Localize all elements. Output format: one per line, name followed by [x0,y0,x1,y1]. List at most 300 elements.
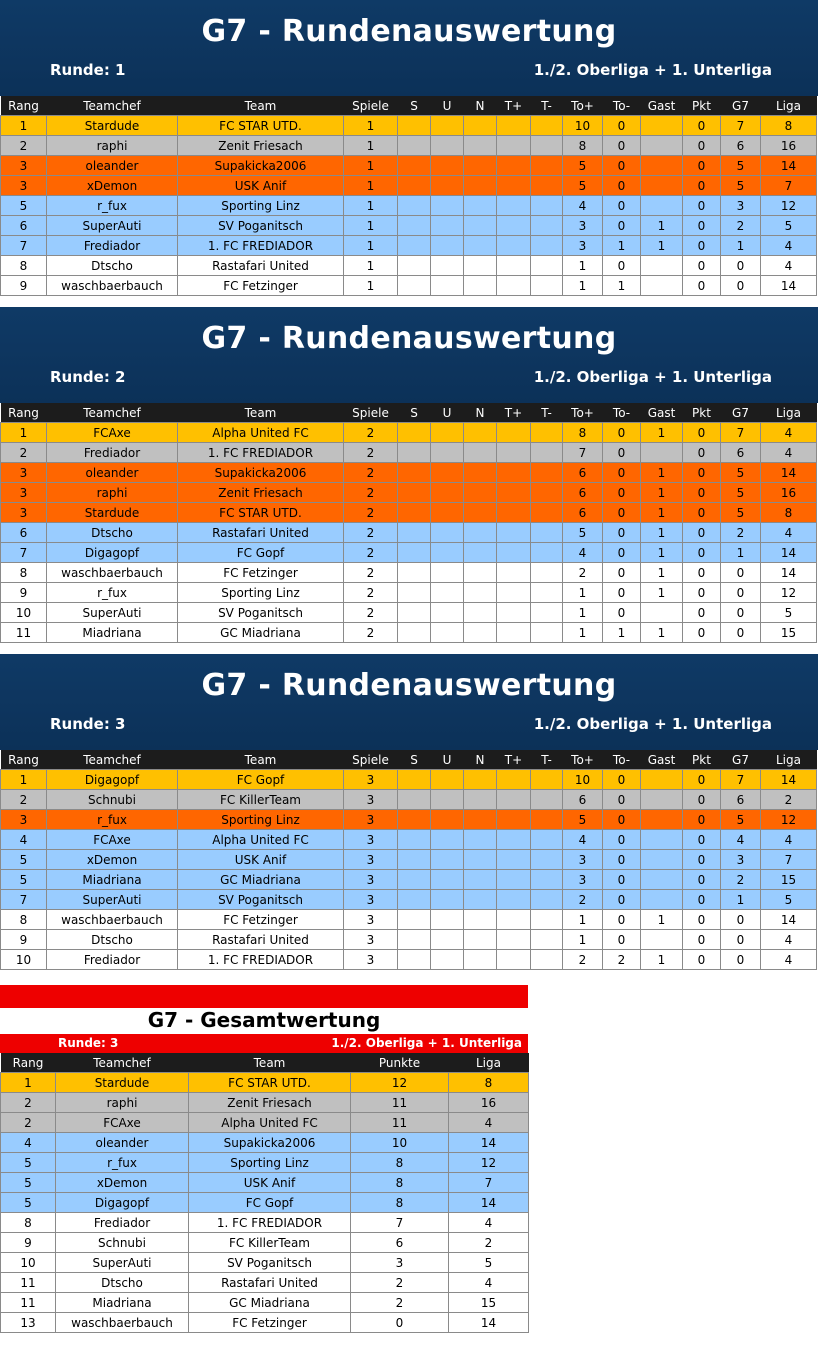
cell-liga: 14 [449,1193,529,1213]
overall-section [0,985,528,1333]
cell-toplus: 2 [563,563,603,583]
cell-n [464,770,497,790]
cell-spiele: 3 [344,930,398,950]
cell-team: FC Fetzinger [178,276,344,296]
cell-rang: 9 [1,930,47,950]
cell-tominus: 0 [603,583,641,603]
table-row [1,136,817,156]
cell-team: Rastafari United [178,930,344,950]
cell-teamchef: SuperAuti [47,216,178,236]
cell-u [431,563,464,583]
cell-gast: 1 [641,423,683,443]
cell-toplus: 3 [563,850,603,870]
column-header-tplus: T+ [497,750,531,770]
column-header-s: S [398,750,431,770]
cell-teamchef: Frediador [47,950,178,970]
cell-tplus [497,890,531,910]
cell-liga: 7 [449,1173,529,1193]
cell-liga: 12 [449,1153,529,1173]
cell-g7: 5 [721,156,761,176]
cell-teamchef: raphi [47,483,178,503]
cell-u [431,156,464,176]
cell-liga: 14 [449,1313,529,1333]
table-row [1,503,817,523]
cell-gast [641,443,683,463]
cell-teamchef: FCAxe [47,423,178,443]
cell-gast [641,930,683,950]
cell-teamchef: r_fux [47,196,178,216]
table-row [1,1233,529,1253]
cell-team: FC KillerTeam [178,790,344,810]
league-label: 1./2. Oberliga + 1. Unterliga [533,715,772,733]
column-header-teamchef: Teamchef [47,96,178,116]
cell-n [464,463,497,483]
cell-g7: 0 [721,623,761,643]
cell-liga: 15 [449,1293,529,1313]
cell-toplus: 2 [563,890,603,910]
cell-teamchef: Miadriana [47,623,178,643]
cell-s [398,563,431,583]
cell-tplus [497,523,531,543]
cell-liga: 14 [761,276,817,296]
cell-u [431,256,464,276]
cell-rang: 5 [1,870,47,890]
cell-team: GC Miadriana [189,1293,351,1313]
cell-n [464,910,497,930]
column-header-rang: Rang [1,96,47,116]
overall-header [0,985,528,1053]
cell-pkt: 0 [683,276,721,296]
column-header-n: N [464,750,497,770]
cell-teamchef: Frediador [47,236,178,256]
cell-n [464,523,497,543]
cell-tominus: 0 [603,543,641,563]
cell-punkte: 11 [351,1113,449,1133]
cell-u [431,483,464,503]
table-row [1,1193,529,1213]
cell-gast [641,830,683,850]
round-2-section [0,307,818,643]
cell-gast [641,603,683,623]
column-header-team: Team [189,1053,351,1073]
cell-s [398,890,431,910]
cell-tminus [531,463,563,483]
table-row [1,196,817,216]
cell-toplus: 1 [563,276,603,296]
league-label: 1./2. Oberliga + 1. Unterliga [533,368,772,386]
cell-tminus [531,890,563,910]
cell-s [398,623,431,643]
cell-gast: 1 [641,463,683,483]
cell-g7: 0 [721,910,761,930]
cell-s [398,276,431,296]
cell-pkt: 0 [683,156,721,176]
cell-teamchef: waschbaerbauch [56,1313,189,1333]
cell-tminus [531,196,563,216]
cell-rang: 8 [1,910,47,930]
cell-n [464,196,497,216]
cell-toplus: 1 [563,256,603,276]
overall-title: G7 - Gesamtwertung [147,1008,381,1032]
column-header-g7: G7 [721,403,761,423]
cell-rang: 2 [1,1093,56,1113]
cell-gast: 1 [641,503,683,523]
cell-rang: 10 [1,1253,56,1273]
cell-teamchef: Dtscho [47,256,178,276]
cell-s [398,176,431,196]
cell-pkt: 0 [683,136,721,156]
cell-gast [641,850,683,870]
cell-liga: 4 [761,830,817,850]
cell-s [398,116,431,136]
column-header-rang: Rang [1,750,47,770]
cell-pkt: 0 [683,890,721,910]
cell-rang: 7 [1,236,47,256]
cell-rang: 11 [1,623,47,643]
cell-tominus: 2 [603,950,641,970]
column-header-n: N [464,403,497,423]
cell-toplus: 3 [563,236,603,256]
cell-u [431,176,464,196]
cell-u [431,890,464,910]
cell-u [431,116,464,136]
cell-tplus [497,830,531,850]
column-header-spiele: Spiele [344,96,398,116]
cell-n [464,563,497,583]
cell-pkt: 0 [683,483,721,503]
cell-u [431,196,464,216]
cell-team: SV Poganitsch [178,216,344,236]
cell-tminus [531,443,563,463]
cell-pkt: 0 [683,870,721,890]
cell-pkt: 0 [683,790,721,810]
round-number: Runde: 3 [50,715,126,733]
cell-tminus [531,910,563,930]
cell-team: FC Gopf [178,770,344,790]
cell-teamchef: FCAxe [47,830,178,850]
cell-gast: 1 [641,523,683,543]
cell-toplus: 1 [563,623,603,643]
cell-teamchef: SuperAuti [56,1253,189,1273]
cell-gast: 1 [641,236,683,256]
cell-s [398,930,431,950]
column-header-toplus: To+ [563,403,603,423]
cell-tminus [531,176,563,196]
cell-pkt: 0 [683,196,721,216]
cell-n [464,236,497,256]
cell-teamchef: Schnubi [56,1233,189,1253]
cell-gast [641,116,683,136]
table-row [1,216,817,236]
overall-league-label: 1./2. Oberliga + 1. Unterliga [331,1036,522,1050]
cell-spiele: 1 [344,236,398,256]
cell-tminus [531,116,563,136]
cell-n [464,950,497,970]
cell-tominus: 0 [603,216,641,236]
column-header-n: N [464,96,497,116]
cell-rang: 5 [1,850,47,870]
overall-table [0,1053,529,1333]
cell-liga: 4 [761,236,817,256]
cell-s [398,850,431,870]
cell-team: FC STAR UTD. [178,116,344,136]
cell-tminus [531,216,563,236]
cell-toplus: 1 [563,583,603,603]
cell-tominus: 0 [603,483,641,503]
cell-tplus [497,790,531,810]
table-row [1,583,817,603]
cell-tplus [497,770,531,790]
cell-n [464,423,497,443]
header-row [1,1053,529,1073]
cell-tminus [531,930,563,950]
cell-liga: 2 [449,1233,529,1253]
cell-tplus [497,196,531,216]
cell-spiele: 1 [344,256,398,276]
cell-rang: 3 [1,156,47,176]
cell-g7: 6 [721,136,761,156]
table-row [1,830,817,850]
cell-g7: 0 [721,603,761,623]
cell-tplus [497,443,531,463]
cell-team: Rastafari United [178,523,344,543]
cell-tominus: 0 [603,603,641,623]
cell-s [398,216,431,236]
cell-u [431,583,464,603]
cell-tminus [531,583,563,603]
cell-tominus: 1 [603,276,641,296]
cell-rang: 8 [1,563,47,583]
cell-tominus: 0 [603,463,641,483]
cell-tplus [497,463,531,483]
table-row [1,1213,529,1233]
cell-team: GC Miadriana [178,623,344,643]
table-row [1,930,817,950]
cell-pkt: 0 [683,830,721,850]
cell-tplus [497,176,531,196]
cell-liga: 4 [449,1273,529,1293]
cell-team: FC Fetzinger [178,910,344,930]
cell-toplus: 5 [563,523,603,543]
cell-spiele: 3 [344,810,398,830]
cell-gast: 1 [641,216,683,236]
cell-g7: 7 [721,116,761,136]
cell-pkt: 0 [683,810,721,830]
cell-spiele: 2 [344,443,398,463]
column-header-liga: Liga [761,750,817,770]
cell-rang: 2 [1,443,47,463]
cell-spiele: 1 [344,176,398,196]
cell-toplus: 10 [563,116,603,136]
cell-spiele: 3 [344,830,398,850]
cell-gast [641,276,683,296]
column-header-teamchef: Teamchef [47,750,178,770]
cell-tplus [497,930,531,950]
cell-u [431,236,464,256]
cell-tominus: 0 [603,890,641,910]
column-header-rang: Rang [1,1053,56,1073]
cell-pkt: 0 [683,543,721,563]
cell-tminus [531,623,563,643]
cell-toplus: 4 [563,196,603,216]
cell-team: Zenit Friesach [178,136,344,156]
cell-pkt: 0 [683,583,721,603]
cell-g7: 7 [721,423,761,443]
cell-liga: 7 [761,176,817,196]
cell-g7: 5 [721,503,761,523]
cell-g7: 4 [721,830,761,850]
cell-teamchef: Miadriana [56,1293,189,1313]
cell-rang: 7 [1,890,47,910]
cell-g7: 0 [721,930,761,950]
table-row [1,1073,529,1093]
cell-tominus: 0 [603,176,641,196]
cell-g7: 6 [721,443,761,463]
cell-teamchef: Frediador [47,443,178,463]
cell-liga: 8 [761,116,817,136]
cell-spiele: 2 [344,463,398,483]
cell-toplus: 1 [563,930,603,950]
column-header-tminus: T- [531,750,563,770]
cell-rang: 1 [1,770,47,790]
overall-round-number: Runde: 3 [58,1036,119,1050]
cell-pkt: 0 [683,950,721,970]
cell-n [464,543,497,563]
cell-tominus: 1 [603,236,641,256]
table-row [1,116,817,136]
cell-gast [641,870,683,890]
cell-teamchef: Digagopf [56,1193,189,1213]
cell-punkte: 8 [351,1193,449,1213]
cell-gast [641,136,683,156]
cell-teamchef: Digagopf [47,543,178,563]
cell-teamchef: Dtscho [56,1273,189,1293]
column-header-team: Team [178,96,344,116]
cell-g7: 0 [721,256,761,276]
cell-gast [641,256,683,276]
cell-punkte: 3 [351,1253,449,1273]
cell-u [431,523,464,543]
cell-s [398,770,431,790]
cell-gast [641,790,683,810]
cell-gast [641,770,683,790]
cell-teamchef: oleander [56,1133,189,1153]
cell-s [398,603,431,623]
cell-tominus: 0 [603,423,641,443]
table-row [1,890,817,910]
column-header-tominus: To- [603,403,641,423]
cell-tominus: 0 [603,830,641,850]
cell-teamchef: raphi [56,1093,189,1113]
cell-rang: 11 [1,1273,56,1293]
cell-spiele: 2 [344,523,398,543]
cell-n [464,870,497,890]
cell-team: Zenit Friesach [189,1093,351,1113]
cell-spiele: 3 [344,910,398,930]
cell-u [431,850,464,870]
cell-team: 1. FC FREDIADOR [178,443,344,463]
cell-liga: 14 [761,770,817,790]
cell-g7: 0 [721,583,761,603]
cell-team: 1. FC FREDIADOR [189,1213,351,1233]
cell-rang: 11 [1,1293,56,1313]
cell-rang: 8 [1,256,47,276]
table-row [1,1133,529,1153]
cell-spiele: 2 [344,563,398,583]
cell-pkt: 0 [683,910,721,930]
cell-spiele: 2 [344,623,398,643]
cell-tminus [531,503,563,523]
cell-u [431,463,464,483]
cell-team: FC STAR UTD. [178,503,344,523]
cell-toplus: 2 [563,950,603,970]
column-header-spiele: Spiele [344,750,398,770]
cell-n [464,216,497,236]
column-header-pkt: Pkt [683,96,721,116]
cell-u [431,603,464,623]
cell-teamchef: xDemon [47,850,178,870]
cell-tominus: 0 [603,790,641,810]
column-header-punkte: Punkte [351,1053,449,1073]
cell-liga: 16 [761,483,817,503]
cell-rang: 3 [1,503,47,523]
cell-s [398,423,431,443]
cell-punkte: 2 [351,1293,449,1313]
cell-n [464,890,497,910]
cell-n [464,176,497,196]
cell-n [464,256,497,276]
cell-gast [641,196,683,216]
table-row [1,1113,529,1133]
cell-rang: 5 [1,1173,56,1193]
cell-s [398,443,431,463]
table-row [1,1293,529,1313]
cell-s [398,236,431,256]
cell-g7: 1 [721,890,761,910]
cell-liga: 14 [449,1133,529,1153]
cell-rang: 8 [1,1213,56,1233]
cell-team: FC STAR UTD. [189,1073,351,1093]
cell-team: USK Anif [178,176,344,196]
cell-team: USK Anif [178,850,344,870]
cell-spiele: 3 [344,850,398,870]
cell-liga: 14 [761,156,817,176]
cell-tominus: 0 [603,563,641,583]
cell-liga: 16 [449,1093,529,1113]
cell-rang: 9 [1,583,47,603]
cell-toplus: 1 [563,910,603,930]
cell-u [431,276,464,296]
cell-liga: 4 [449,1213,529,1233]
cell-teamchef: raphi [47,136,178,156]
round-title: G7 - Rundenauswertung [201,14,617,49]
header-row [1,750,817,770]
cell-liga: 7 [761,850,817,870]
column-header-spiele: Spiele [344,403,398,423]
cell-pkt: 0 [683,236,721,256]
cell-s [398,870,431,890]
cell-liga: 8 [449,1073,529,1093]
cell-teamchef: Dtscho [47,523,178,543]
round-table [0,403,817,643]
cell-tominus: 0 [603,850,641,870]
cell-team: Alpha United FC [178,423,344,443]
cell-n [464,276,497,296]
cell-liga: 14 [761,463,817,483]
cell-teamchef: SuperAuti [47,603,178,623]
table-row [1,1273,529,1293]
cell-rang: 10 [1,603,47,623]
